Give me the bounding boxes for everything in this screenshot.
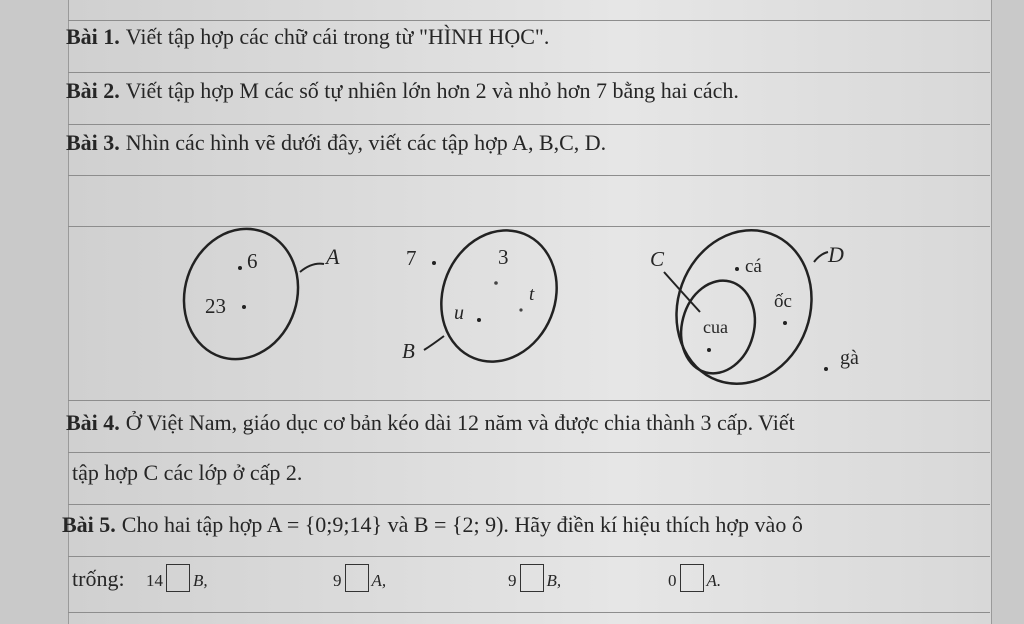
outside-element: gà [840, 347, 859, 369]
set-b-element: t [529, 284, 535, 305]
set-a-element: 23 [205, 294, 226, 318]
answer-box-2[interactable] [345, 564, 369, 592]
item-set: B, [546, 571, 562, 590]
set-b-element: u [454, 302, 464, 324]
set-a-element: 6 [247, 249, 258, 273]
set-c-name: C [650, 247, 665, 271]
answer-box-4[interactable] [680, 564, 704, 592]
exercise-4-line-2: tập hợp C các lớp ở cấp 2. [72, 460, 303, 485]
set-d-element: ốc [774, 291, 792, 312]
exercise-3-text: Nhìn các hình vẽ dưới đây, viết các tập hợp A, B,C, D. [125, 130, 607, 155]
set-c-element: cua [703, 317, 728, 337]
set-b-name: B [402, 339, 415, 363]
exercise-5-item-3 [508, 564, 561, 592]
exercise-5-item-2 [333, 564, 386, 592]
item-number: 14 [146, 571, 163, 590]
exercise-5-label: Bài 5. [62, 512, 116, 537]
set-a-diagram [167, 214, 340, 374]
set-cd-diagram [650, 211, 859, 403]
item-number: 9 [333, 571, 342, 590]
exercise-2-label: Bài 2. [66, 78, 120, 103]
exercise-5-item-4 [668, 564, 721, 592]
exercise-4-label: Bài 4. [66, 410, 120, 435]
exercise-1-text: Viết tập hợp các chữ cái trong từ "HÌNH HỌC". [125, 24, 550, 49]
set-b-outside-element: 7 [406, 246, 417, 270]
answer-box-1[interactable] [166, 564, 190, 592]
exercise-4-text-1: Ở Việt Nam, giáo dục cơ bản kéo dài 12 năm và được chia thành 3 cấp. Viết [125, 410, 795, 435]
item-number: 0 [668, 571, 677, 590]
set-d-name: D [828, 242, 844, 267]
exercise-5-item-1 [146, 564, 208, 592]
item-number: 9 [508, 571, 517, 590]
exercise-1-label: Bài 1. [66, 24, 120, 49]
item-set: A. [706, 571, 722, 590]
exercise-2-text: Viết tập hợp M các số tự nhiên lớn hơn 2 và nhỏ hơn 7 bằng hai cách. [125, 78, 739, 103]
item-set: B, [193, 571, 208, 590]
item-set: A, [371, 571, 387, 590]
exercise-5-text: Cho hai tập hợp A = {0;9;14} và B = {2; 9). Hãy điền kí hiệu thích hợp vào ô [121, 512, 803, 537]
set-b-diagram [402, 213, 576, 379]
exercise-5-line-1 [62, 512, 803, 538]
exercise-5-prefix: trống: [72, 566, 125, 591]
answer-box-3[interactable] [520, 564, 544, 592]
set-b-element: 3 [498, 245, 509, 269]
exercise-4-line-1 [66, 410, 795, 436]
exercise-3-label: Bài 3. [66, 130, 120, 155]
set-a-name: A [326, 244, 340, 269]
set-d-element: cá [745, 256, 762, 277]
